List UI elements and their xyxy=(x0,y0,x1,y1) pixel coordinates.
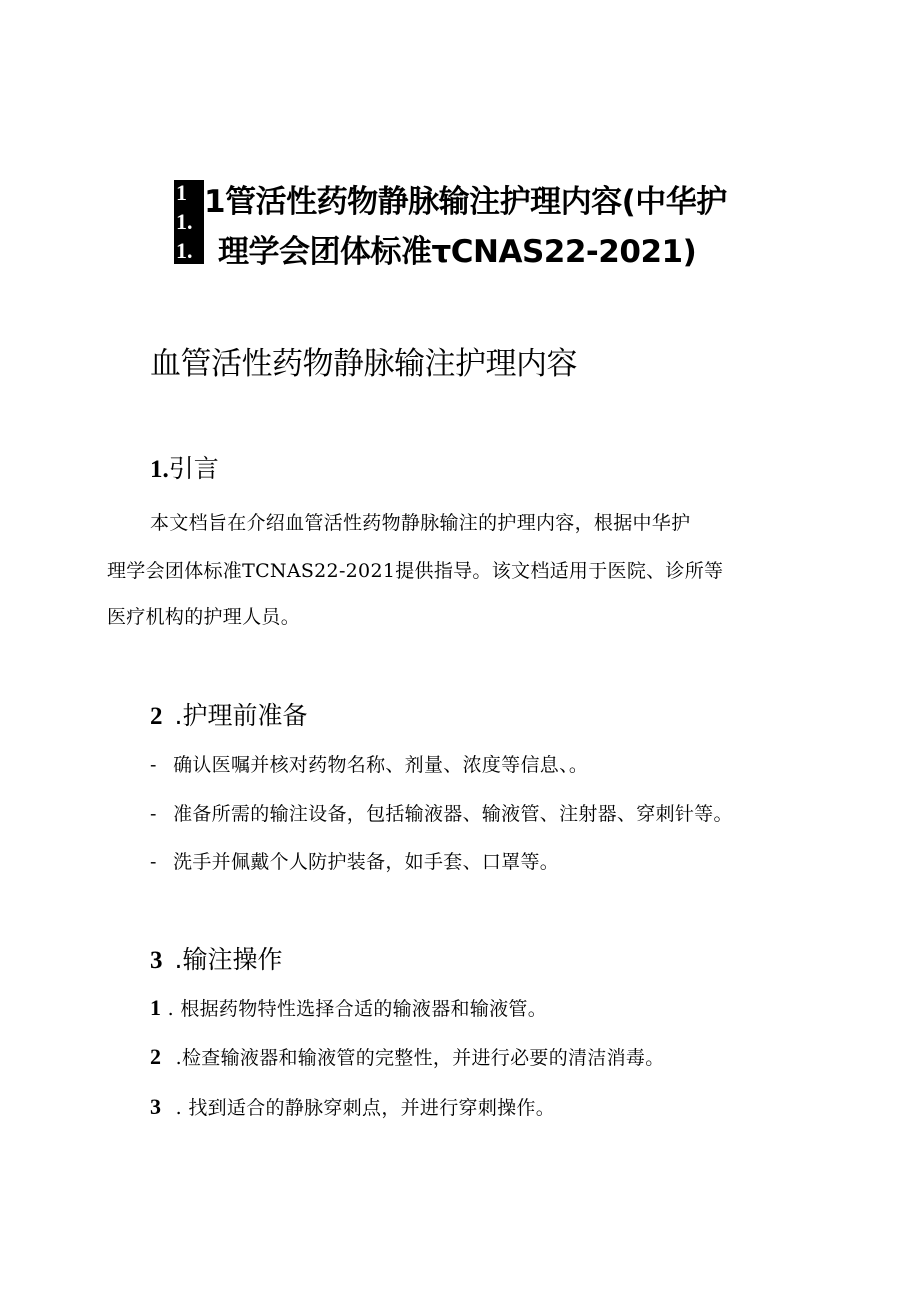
list-item: 1 . 根据药物特性选择合适的输液器和输液管。 xyxy=(150,995,548,1020)
marker-line-3: 1. xyxy=(176,238,193,263)
document-title-line-1: 1管活性药物静脉输注护理内容(中华护 xyxy=(204,184,727,220)
section-number-marker xyxy=(174,180,204,264)
section-number: 1. xyxy=(150,456,169,483)
list-item: - 准备所需的输注设备，包括输液器、输液管、注射器、穿刺针等。 xyxy=(150,803,733,825)
section-number: 2 xyxy=(150,703,163,730)
intro-paragraph-line-2: 理学会团体标准TCNAS22-2021提供指导。该文档适用于医院、诊所等 xyxy=(107,560,724,582)
section-title: 引言 xyxy=(168,454,219,483)
section-heading-infusion xyxy=(150,944,282,977)
bullet-dash: - xyxy=(150,754,157,776)
intro-paragraph-line-3: 医疗机构的护理人员。 xyxy=(107,606,301,628)
section-number: 3 xyxy=(150,947,163,974)
page-heading: 血管活性药物静脉输注护理内容 xyxy=(150,346,577,382)
section-heading-intro xyxy=(150,453,219,486)
marker-line-2: 1. xyxy=(176,209,193,234)
step-number: 3 xyxy=(150,1094,162,1119)
intro-paragraph-line-1: 本文档旨在介绍血管活性药物静脉输注的护理内容，根据中华护 xyxy=(150,512,691,534)
section-title: .输注操作 xyxy=(174,945,283,974)
document-title-line-2: 理学会团体标准τCNAS22-2021) xyxy=(218,234,697,270)
marker-line-1: 1 xyxy=(176,180,187,205)
step-number: 1 xyxy=(150,995,162,1020)
bullet-dash: - xyxy=(150,851,157,873)
list-item: - 洗手并佩戴个人防护装备，如手套、口罩等。 xyxy=(150,851,560,873)
step-number: 2 xyxy=(150,1044,162,1069)
section-title: .护理前准备 xyxy=(174,701,308,730)
list-item: - 确认医嘱并核对药物名称、剂量、浓度等信息、。 xyxy=(150,754,589,776)
section-heading-prep xyxy=(150,700,307,733)
list-item: 3 . 找到适合的静脉穿刺点，并进行穿刺操作。 xyxy=(150,1094,556,1119)
bullet-dash: - xyxy=(150,803,157,825)
list-item: 2 .检查输液器和输液管的完整性，并进行必要的清洁消毒。 xyxy=(150,1044,665,1069)
